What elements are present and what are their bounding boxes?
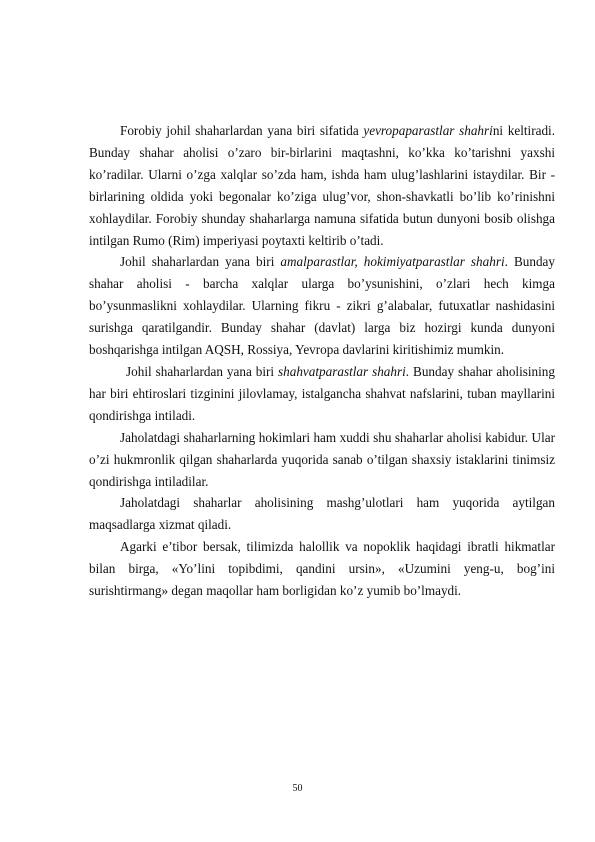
body-text <box>89 120 555 602</box>
italic-term: shahvatparastlar shahri <box>278 363 406 379</box>
page-number: 50 <box>292 783 303 794</box>
paragraph-2: Johil shaharlardan yana biri amalparastlar, hokimiyatparastlar shahri. Bunday shahar aholisi - barcha xalqlar ularga bo’ysunishini, o’zlari hech kimga bo’ysunmaslikni xohlaydilar. Ularning fikru - zikri g’alabalar, futuxatlar nashidasini surishga qaratilgandir. Bunday shahar (davlat) larga biz hozirgi kunda dunyoni boshqarishga intilgan AQSH, Rossiya, Yevropa davlarini kiritishimiz mumkin. <box>89 254 555 358</box>
italic-term: yevropaparastlar shahri <box>363 123 493 138</box>
paragraph-6: Agarki e’tibor bersak, tilimizda halollik va nopoklik haqidagi ibratli hikmatlar bilan birga, «Yo’lini topibdimi, qandini ursin», «Uzumini yeng-u, bog’ini surishtirmang» degan maqollar ham borligidan ko’z yumib bo’lmaydi. <box>89 539 555 599</box>
paragraph-5: Jaholatdagi shaharlar aholisining mashg’ulotlari ham yuqorida aytilgan maqsadlarga xizmat qiladi. <box>89 495 555 533</box>
italic-term: amalparastlar, hokimiyatparastlar shahri <box>280 254 505 270</box>
paragraph-3: Johil shaharlardan yana biri shahvatparastlar shahri. Bunday shahar aholisining har biri ehtiroslari tizginini jilovlamay, istalgancha shahvat nafslarini, tuban mayllarini qondirishga intiladi. <box>89 363 555 423</box>
paragraph-1: Forobiy johil shaharlardan yana biri sifatida yevropaparastlar shahrini keltiradi. Bunday shahar aholisi o’zaro bir-birlarini maqtashni, ko’kka ko’tarishni yaxshi ko’radilar. Ularni o’zga xalqlar so’zda ham, ishda ham ulug’lashlarini istaydilar. Bir - birlarining oldida yoki begonalar ko’ziga ulug’vor, shon-shavkatli bo’lib ko’rinishni xohlaydilar. Forobiy shunday shaharlarga namuna sifatida butun dunyoni bosib olishga intilgan Rumo (Rim) imperiyasi poytaxti keltirib o’tadi. <box>89 123 555 248</box>
paragraph-4: Jaholatdagi shaharlarning hokimlari ham xuddi shu shaharlar aholisi kabidur. Ular o’zi hukmronlik qilgan shaharlarda yuqorida sanab o’tilgan shaxsiy istaklarini tinimsiz qondirishga intiladilar. <box>89 429 555 489</box>
